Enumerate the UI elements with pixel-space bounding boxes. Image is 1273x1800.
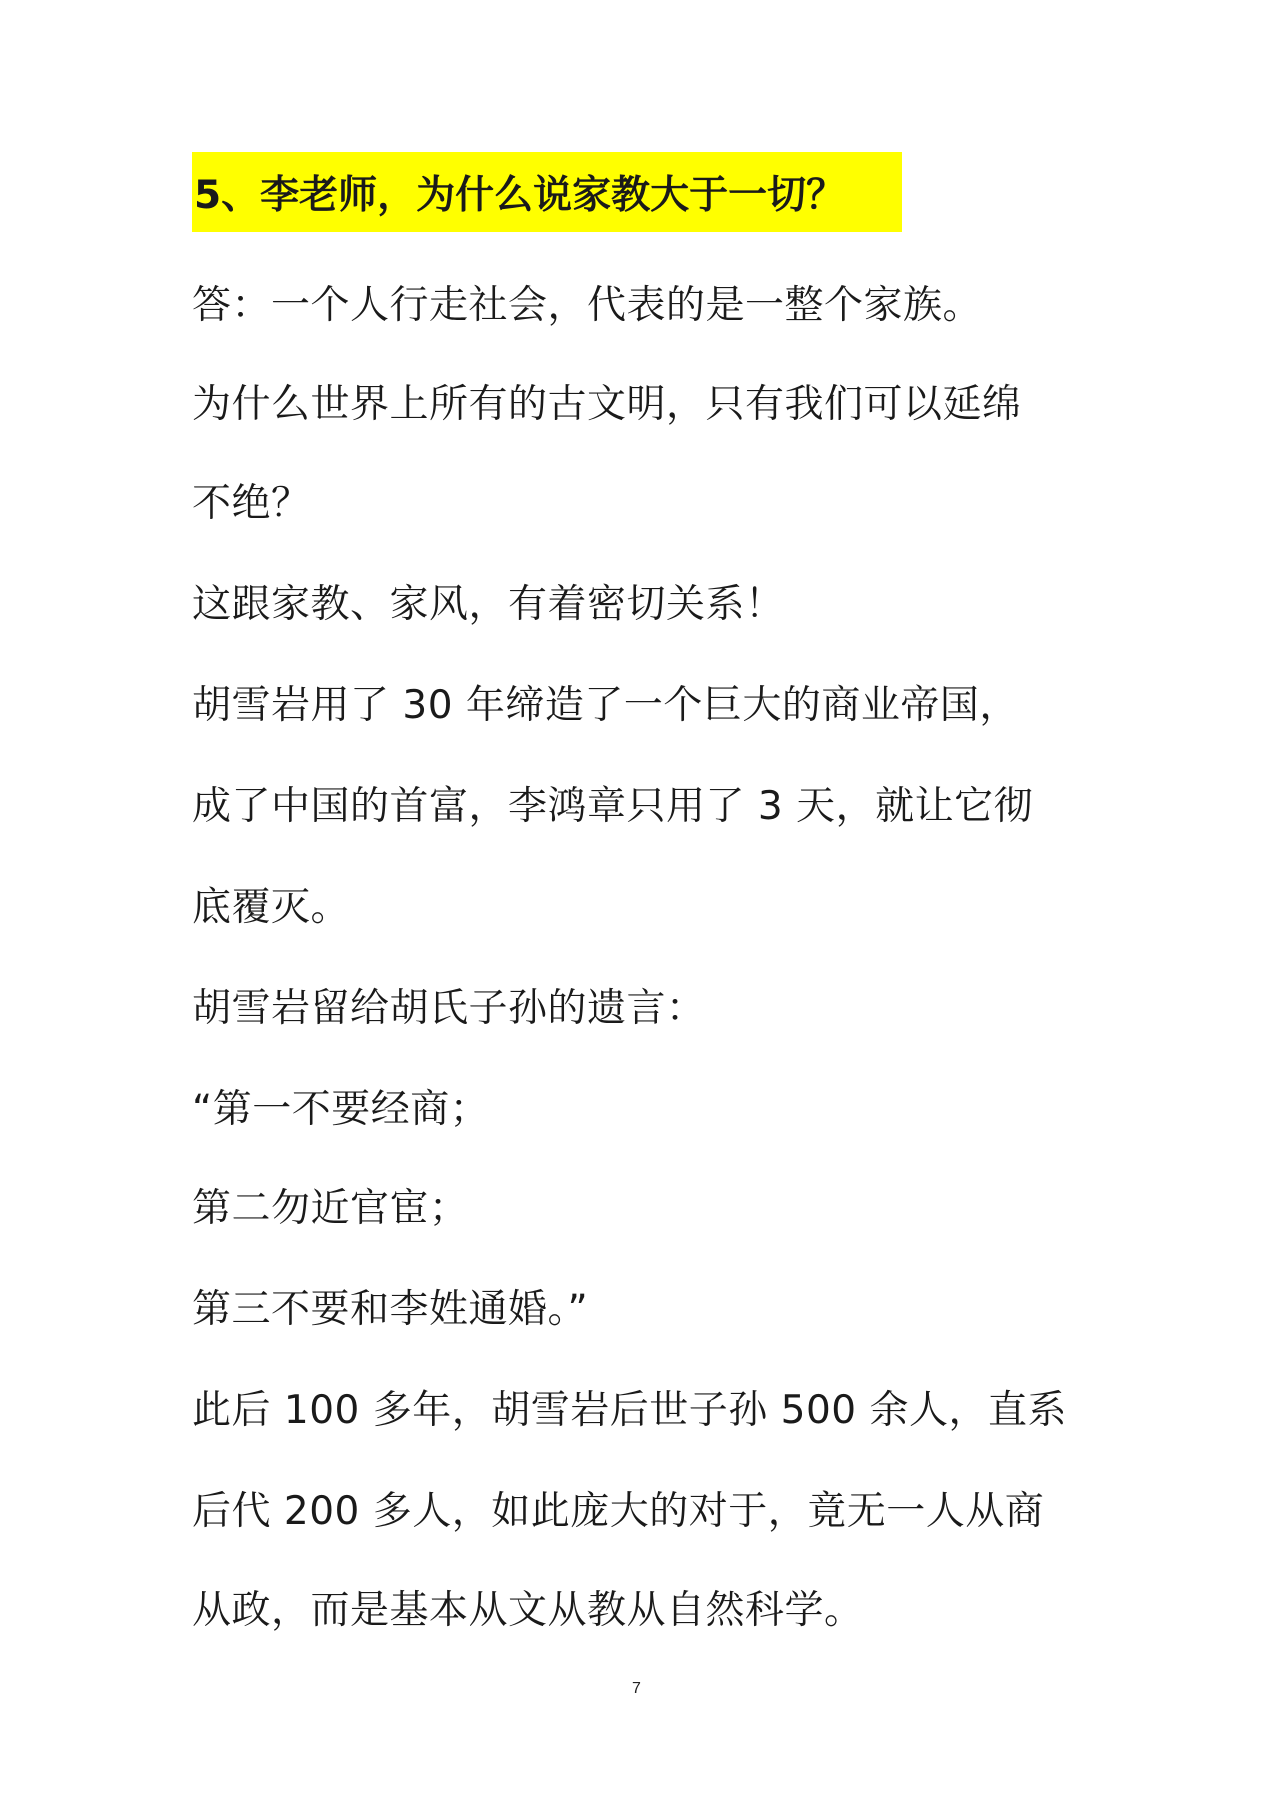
paragraph-line: 胡雪岩留给胡氏子孙的遗言： [192, 986, 706, 1031]
paragraph-line: 底覆灭。 [192, 885, 351, 930]
paragraph-line: “第一不要经商； [192, 1087, 490, 1132]
page-number: 7 [632, 1680, 641, 1697]
paragraph-line: 胡雪岩用了 30 年缔造了一个巨大的商业帝国， [192, 683, 1019, 728]
paragraph-line: 这跟家教、家风，有着密切关系！ [192, 582, 785, 627]
paragraph-line: 后代 200 多人，如此庞大的对于，竟无一人从商 [192, 1489, 1045, 1534]
paragraph-line: 第三不要和李姓通婚。” [192, 1287, 589, 1332]
paragraph-line: 答：一个人行走社会，代表的是一整个家族。 [192, 283, 983, 328]
section-heading-text: 5、李老师，为什么说家教大于一切？ [194, 173, 846, 218]
paragraph-line: 第二勿近官宦； [192, 1186, 469, 1231]
paragraph-line: 不绝？ [192, 481, 311, 526]
paragraph-line: 为什么世界上所有的古文明，只有我们可以延绵 [192, 382, 1022, 427]
section-heading [192, 152, 902, 232]
paragraph-line: 成了中国的首富，李鸿章只用了 3 天，就让它彻 [192, 784, 1034, 829]
paragraph-line: 从政，而是基本从文从教从自然科学。 [192, 1588, 864, 1633]
paragraph-line: 此后 100 多年，胡雪岩后世子孙 500 余人，直系 [192, 1388, 1067, 1433]
